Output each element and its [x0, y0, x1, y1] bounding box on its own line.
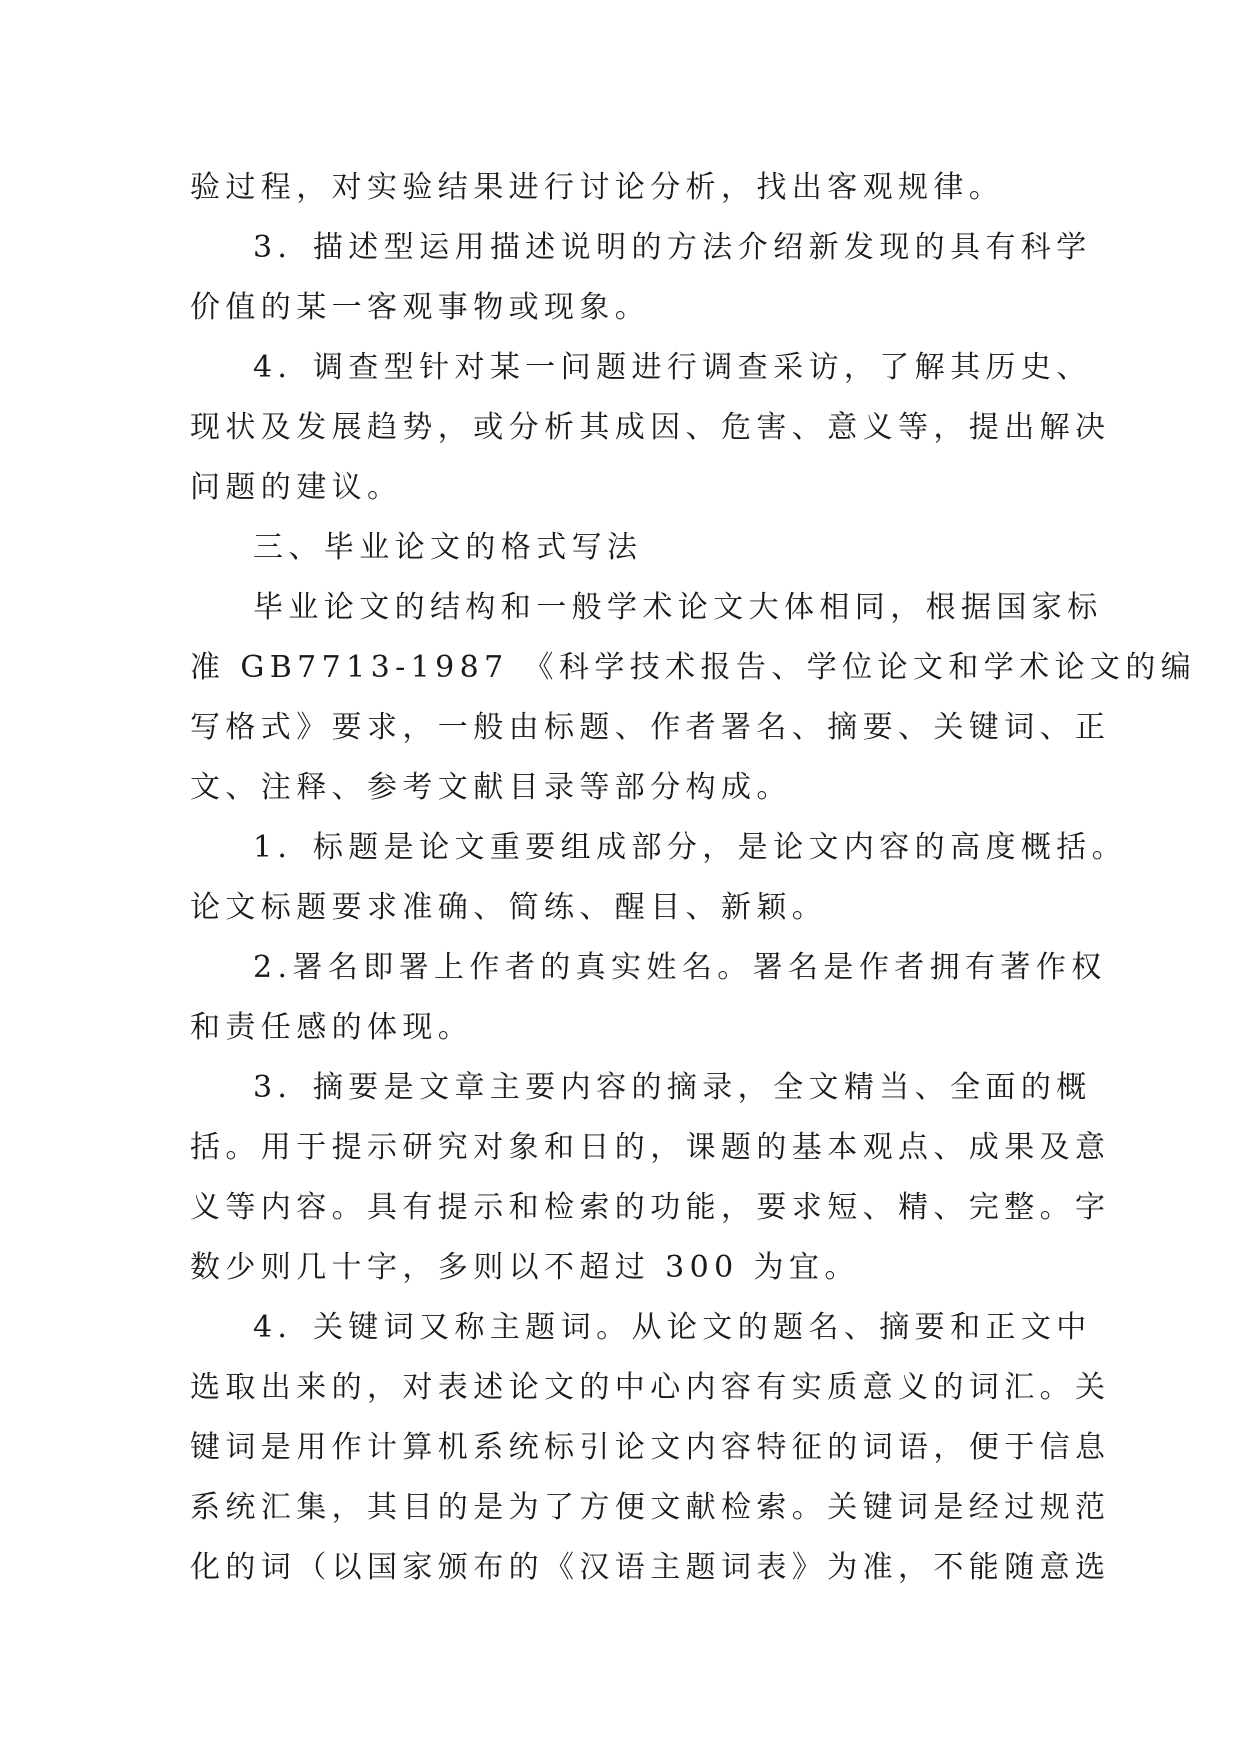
text-line: 3．描述型运用描述说明的方法介绍新发现的具有科学 [253, 230, 1092, 265]
text-line: 选取出来的，对表述论文的中心内容有实质意义的词汇。关 [190, 1370, 1111, 1405]
text-line: 毕业论文的结构和一般学术论文大体相同，根据国家标 [253, 590, 1103, 625]
text-line: 写格式》要求，一般由标题、作者署名、摘要、关键词、正 [190, 710, 1111, 745]
text-line: 三、毕业论文的格式写法 [253, 530, 643, 565]
text-line: 文、注释、参考文献目录等部分构成。 [190, 770, 792, 805]
text-line: 论文标题要求准确、简练、醒目、新颖。 [190, 890, 828, 925]
text-line: 和责任感的体现。 [190, 1010, 474, 1045]
text-line: 数少则几十字，多则以不超过 300 为宜。 [190, 1250, 860, 1285]
text-line: 1．标题是论文重要组成部分，是论文内容的高度概括。 [253, 830, 1128, 865]
text-line: 现状及发展趋势，或分析其成因、危害、意义等，提出解决 [190, 410, 1111, 445]
text-line: 键词是用作计算机系统标引论文内容特征的词语，便于信息 [190, 1430, 1111, 1465]
text-line: 价值的某一客观事物或现象。 [190, 290, 651, 325]
text-line: 准 GB7713-1987 《科学技术报告、学位论文和学术论文的编 [190, 650, 1197, 685]
text-line: 系统汇集，其目的是为了方便文献检索。关键词是经过规范 [190, 1490, 1111, 1525]
text-line: 括。用于提示研究对象和日的，课题的基本观点、成果及意 [190, 1130, 1111, 1165]
text-line: 问题的建议。 [190, 470, 403, 505]
text-line: 义等内容。具有提示和检索的功能，要求短、精、完整。字 [190, 1190, 1111, 1225]
text-line: 4．调查型针对某一问题进行调查采访，了解其历史、 [253, 350, 1092, 385]
text-line: 4．关键词又称主题词。从论文的题名、摘要和正文中 [253, 1310, 1092, 1345]
text-line: 2.署名即署上作者的真实姓名。署名是作者拥有著作权 [253, 950, 1107, 985]
text-line: 验过程，对实验结果进行讨论分析，找出客观规律。 [190, 170, 1005, 205]
text-line: 化的词（以国家颁布的《汉语主题词表》为准，不能随意选 [190, 1550, 1111, 1585]
text-line: 3．摘要是文章主要内容的摘录，全文精当、全面的概 [253, 1070, 1092, 1105]
document-body [190, 158, 1197, 1598]
